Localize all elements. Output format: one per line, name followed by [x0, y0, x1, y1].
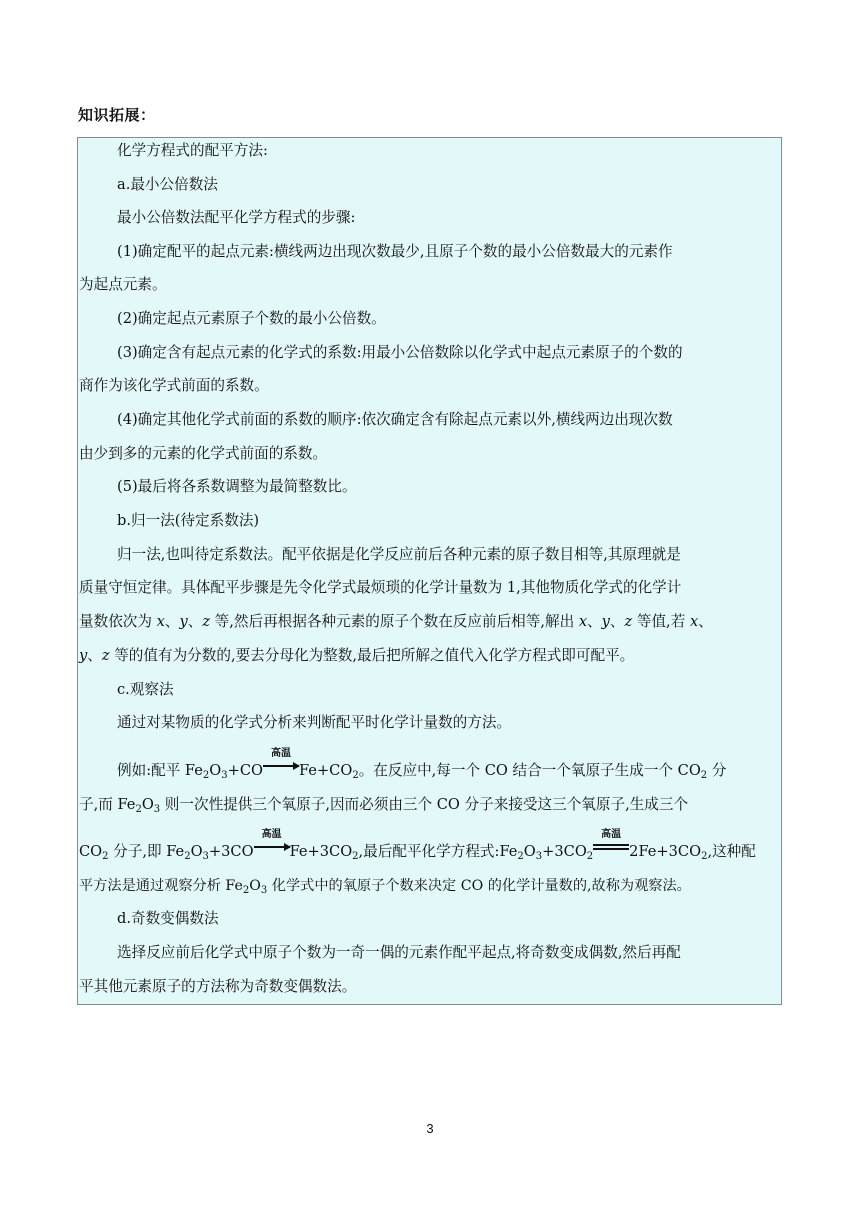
text-line: 选择反应前后化学式中原子个数为一奇一偶的元素作配平起点,将奇数变成偶数,然后再配 [117, 944, 681, 961]
reaction-arrow: 高温 [254, 842, 290, 856]
text-line: 质量守恒定律。具体配平步骤是先令化学式最烦琐的化学计量数为 1,其他物质化学式的化学计 [79, 579, 682, 596]
example-equation-line: 例如:配平 $Fe_2O_3+CO$ 高温 $Fe+CO_2$。在反应中,每一个 CO 结合一个氧原子生成一个 $CO_2$ 分 [117, 748, 727, 781]
text-line: b.归一法(待定系数法) [117, 512, 260, 529]
text-line: 化学方程式的配平方法: [117, 142, 268, 159]
equals-sign: 高温 [593, 842, 629, 856]
text-line: (5)最后将各系数调整为最简整数比。 [117, 478, 357, 495]
text-line: 商作为该化学式前面的系数。 [79, 377, 269, 394]
text-line: 归一法,也叫待定系数法。配平依据是化学反应前后各种元素的原子数目相等,其原理就是 [117, 546, 681, 563]
text-line: 平其他元素原子的方法称为奇数变偶数法。 [79, 978, 357, 995]
balanced-equation-line: $CO_2$ 分子,即 $Fe_2O_3+3CO$ 高温 $Fe+3CO_2$,最后配平化学方程式$:Fe_2O_3+3CO_2$ 高温 $2Fe+3CO_2$,这种配 [79, 829, 756, 862]
text-line: 由少到多的元素的化学式前面的系数。 [79, 445, 328, 462]
knowledge-box [77, 137, 782, 1005]
text-line: a.最小公倍数法 [117, 176, 218, 193]
text-line: d.奇数变偶数法 [117, 910, 219, 927]
section-heading: 知识拓展： [78, 106, 156, 124]
text-line: (4)确定其他化学式前面的系数的顺序:依次确定含有除起点元素以外,横线两边出现次数 [117, 411, 673, 428]
text-line: 通过对某物质的化学式分析来判断配平时化学计量数的方法。 [117, 714, 512, 731]
reaction-arrow: 高温 [263, 761, 299, 775]
text-line: 平方法是通过观察分析 $Fe_2O_3$ 化学式中的氧原子个数来决定 CO 的化学计量数的,故称为观察法。 [79, 878, 691, 896]
page-number: 3 [426, 1121, 434, 1136]
text-line: (3)确定含有起点元素的化学式的系数:用最小公倍数除以化学式中起点元素原子的个数的 [117, 344, 683, 361]
text-line: 量数依次为 x、y、z 等,然后再根据各种元素的原子个数在反应前后相等,解出 x、y、z 等值,若 x、 [79, 613, 713, 630]
text-line: 子,而 $Fe_2O_3$ 则一次性提供三个氧原子,因而必须由三个 CO 分子来接受这三个氧原子,生成三个 [79, 796, 689, 815]
text-line: 最小公倍数法配平化学方程式的步骤: [117, 209, 356, 226]
text-line: 为起点元素。 [79, 276, 167, 293]
text-line: c.观察法 [117, 681, 174, 698]
text-line: (2)确定起点元素原子个数的最小公倍数。 [117, 310, 386, 327]
text-line: y、z 等的值有为分数的,要去分母化为整数,最后把所解之值代入化学方程式即可配平。 [79, 647, 635, 664]
text-line: (1)确定配平的起点元素:横线两边出现次数最少,且原子个数的最小公倍数最大的元素作 [117, 243, 673, 260]
